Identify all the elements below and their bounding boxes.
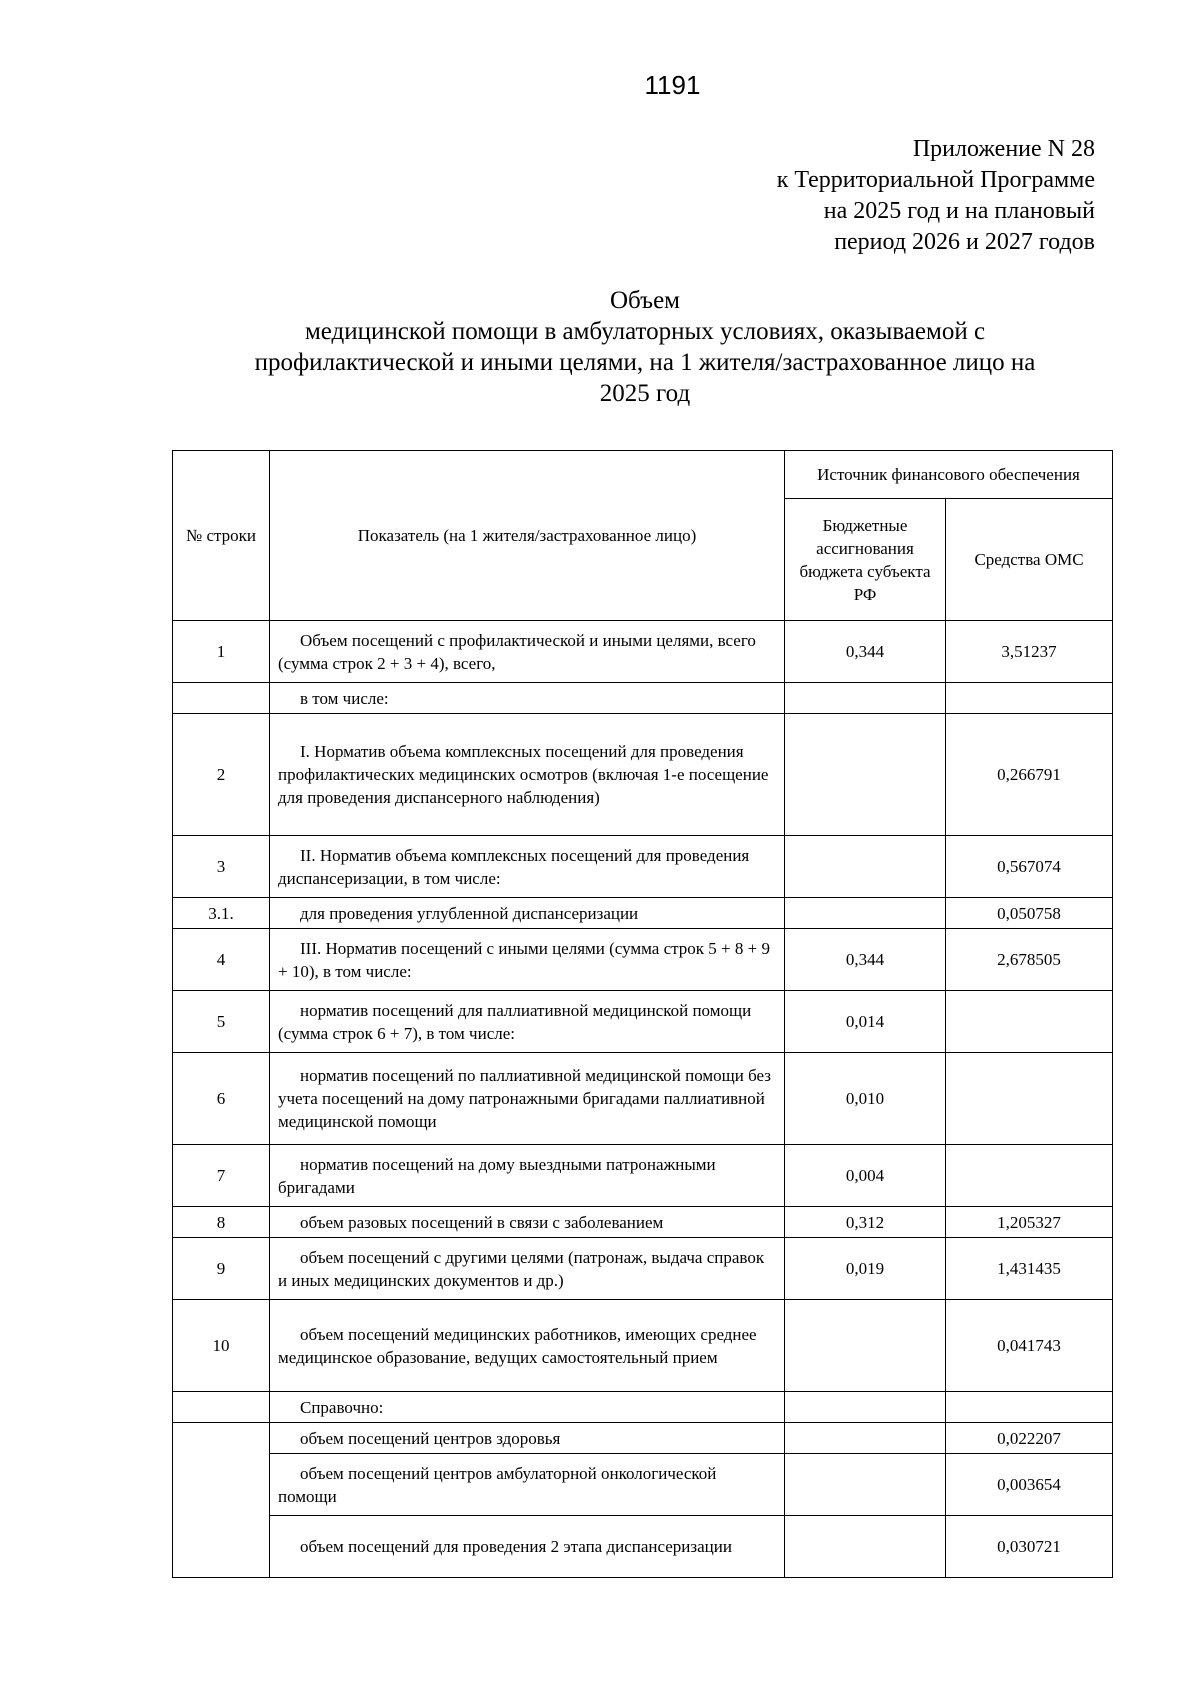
row-number: 3 xyxy=(173,836,270,898)
row-oms-value: 1,205327 xyxy=(946,1207,1113,1238)
row-budget-value: 0,312 xyxy=(785,1207,946,1238)
row-oms-value: 0,003654 xyxy=(946,1454,1113,1516)
row-number: 6 xyxy=(173,1053,270,1145)
reference-row xyxy=(173,1423,1113,1454)
table-row xyxy=(173,991,1113,1053)
row-oms-value: 0,050758 xyxy=(946,898,1113,929)
row-number: 4 xyxy=(173,929,270,991)
row-budget-value: 0,344 xyxy=(785,621,946,683)
table-row xyxy=(173,929,1113,991)
row-number: 8 xyxy=(173,1207,270,1238)
document-title xyxy=(170,285,1120,409)
page-number: 1191 xyxy=(644,70,701,100)
row-number: 3.1. xyxy=(173,898,270,929)
reference-row-number xyxy=(173,1423,270,1578)
header-row-number: № строки xyxy=(173,451,270,621)
row-budget-value: 0,019 xyxy=(785,1238,946,1300)
row-number: 5 xyxy=(173,991,270,1053)
table-row xyxy=(173,1207,1113,1238)
row-oms-value: 0,567074 xyxy=(946,836,1113,898)
row-number: 9 xyxy=(173,1238,270,1300)
row-number: 2 xyxy=(173,714,270,836)
row-indicator: объем посещений медицинских работников, имеющих среднее медицинское образование, ведущих самостоятельный прием xyxy=(270,1300,785,1392)
row-indicator: Объем посещений с профилактической и иными целями, всего (сумма строк 2 + 3 + 4), всего, xyxy=(270,621,785,683)
row-oms-value xyxy=(946,1145,1113,1207)
row-oms-value: 0,022207 xyxy=(946,1423,1113,1454)
row-oms-value xyxy=(946,1392,1113,1423)
row-number: 1 xyxy=(173,621,270,683)
row-budget-value xyxy=(785,1516,946,1578)
table-row xyxy=(173,683,1113,714)
table-row xyxy=(173,714,1113,836)
table-row xyxy=(173,1238,1113,1300)
row-oms-value: 0,041743 xyxy=(946,1300,1113,1392)
row-indicator: объем посещений для проведения 2 этапа диспансеризации xyxy=(270,1516,785,1578)
row-indicator: объем посещений центров амбулаторной онкологической помощи xyxy=(270,1454,785,1516)
row-indicator: II. Норматив объема комплексных посещений для проведения диспансеризации, в том числе: xyxy=(270,836,785,898)
row-number: 7 xyxy=(173,1145,270,1207)
row-indicator: в том числе: xyxy=(270,683,785,714)
title-line: профилактической и иными целями, на 1 жителя/застрахованное лицо на xyxy=(254,349,1036,376)
header-funding-source: Источник финансового обеспечения xyxy=(785,451,1113,499)
row-indicator: норматив посещений по паллиативной медицинской помощи без учета посещений на дому патронажными бригадами паллиативной медицинской помощи xyxy=(270,1053,785,1145)
row-oms-value xyxy=(946,683,1113,714)
appendix-line: период 2026 и 2027 годов xyxy=(834,229,1095,255)
row-number: 10 xyxy=(173,1300,270,1392)
row-budget-value: 0,014 xyxy=(785,991,946,1053)
row-number xyxy=(173,683,270,714)
row-oms-value: 2,678505 xyxy=(946,929,1113,991)
table-row xyxy=(173,621,1113,683)
row-indicator: объем посещений центров здоровья xyxy=(270,1423,785,1454)
table-row xyxy=(173,1053,1113,1145)
row-budget-value xyxy=(785,1392,946,1423)
row-budget-value xyxy=(785,836,946,898)
appendix-line: Приложение N 28 xyxy=(912,136,1095,162)
reference-row xyxy=(173,1454,1113,1516)
header-budget: Бюджетные ассигнования бюджета субъекта РФ xyxy=(785,499,946,621)
row-indicator: для проведения углубленной диспансеризации xyxy=(270,898,785,929)
table-row xyxy=(173,1145,1113,1207)
appendix-reference xyxy=(777,134,1095,258)
row-number xyxy=(173,1392,270,1423)
row-budget-value xyxy=(785,683,946,714)
row-oms-value: 3,51237 xyxy=(946,621,1113,683)
row-indicator: III. Норматив посещений с иными целями (сумма строк 5 + 8 + 9 + 10), в том числе: xyxy=(270,929,785,991)
appendix-line: на 2025 год и на плановый xyxy=(823,198,1095,224)
reference-row xyxy=(173,1516,1113,1578)
table-row xyxy=(173,898,1113,929)
header-indicator: Показатель (на 1 жителя/застрахованное лицо) xyxy=(270,451,785,621)
row-budget-value xyxy=(785,1454,946,1516)
title-line: Объем xyxy=(610,287,680,314)
row-oms-value: 0,266791 xyxy=(946,714,1113,836)
table-row xyxy=(173,1392,1113,1423)
title-line: медицинской помощи в амбулаторных условиях, оказываемой с xyxy=(304,318,986,345)
row-indicator: Справочно: xyxy=(270,1392,785,1423)
table-row xyxy=(173,836,1113,898)
row-budget-value: 0,004 xyxy=(785,1145,946,1207)
header-oms: Средства ОМС xyxy=(946,499,1113,621)
appendix-line: к Территориальной Программе xyxy=(776,167,1095,193)
row-oms-value xyxy=(946,1053,1113,1145)
row-oms-value: 0,030721 xyxy=(946,1516,1113,1578)
volume-table xyxy=(172,450,1113,1578)
row-budget-value xyxy=(785,1423,946,1454)
row-oms-value xyxy=(946,991,1113,1053)
row-budget-value xyxy=(785,898,946,929)
row-budget-value: 0,010 xyxy=(785,1053,946,1145)
row-indicator: норматив посещений на дому выездными патронажными бригадами xyxy=(270,1145,785,1207)
row-budget-value: 0,344 xyxy=(785,929,946,991)
title-line: 2025 год xyxy=(599,380,691,407)
row-oms-value: 1,431435 xyxy=(946,1238,1113,1300)
row-indicator: объем разовых посещений в связи с заболеванием xyxy=(270,1207,785,1238)
row-indicator: норматив посещений для паллиативной медицинской помощи (сумма строк 6 + 7), в том числе: xyxy=(270,991,785,1053)
table-row xyxy=(173,1300,1113,1392)
row-indicator: объем посещений с другими целями (патронаж, выдача справок и иных медицинских документов и др.) xyxy=(270,1238,785,1300)
row-budget-value xyxy=(785,714,946,836)
row-indicator: I. Норматив объема комплексных посещений для проведения профилактических медицинских осмотров (включая 1-е посещение для проведения диспансерного наблюдения) xyxy=(270,714,785,836)
row-budget-value xyxy=(785,1300,946,1392)
